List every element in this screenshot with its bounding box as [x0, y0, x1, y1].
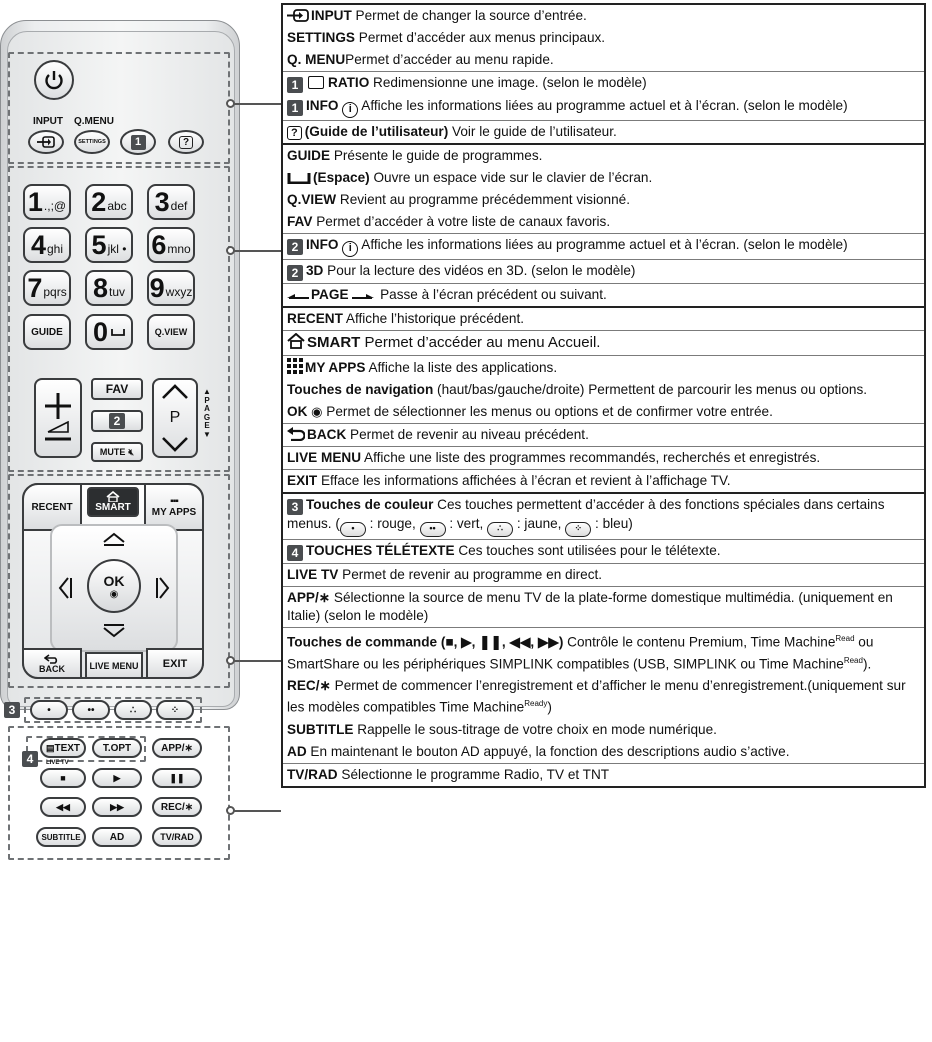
pause-button[interactable] — [152, 768, 202, 788]
exit-button[interactable]: EXIT — [146, 648, 204, 679]
ratio-info-button[interactable] — [120, 129, 156, 155]
row-color-keys: 3 Touches de couleur Ces touches permettent d’accéder à des fonctions spéciales dans certains menus. ( • : rouge, •• : vert, ∴ : jaune, ⁘ : bleu) — [283, 494, 924, 540]
number-key-6[interactable]: 6 mno — [147, 227, 195, 263]
play-icon: ▶ — [113, 772, 121, 783]
row-ok: OK ◉ Permet de sélectionner les menus ou options et de confirmer votre entrée. — [283, 401, 924, 424]
rec-button[interactable]: REC/∗ — [152, 797, 202, 817]
row-rec: REC/∗ Permet de commencer l’enregistrement et d’afficher le menu d’enregistrement.(uniquement sur les modèles compatibles Time Machine$^{Ready}$) — [287, 678, 906, 715]
channel-down-icon — [161, 436, 189, 452]
nav-down-icon[interactable] — [102, 624, 126, 638]
info2-badge: 2 — [109, 413, 125, 429]
qmenu-label: Q.MENU — [74, 116, 114, 127]
stop-icon: ■ — [60, 773, 66, 783]
info-icon: i — [342, 102, 358, 118]
back-button[interactable]: BACK — [22, 648, 82, 679]
number-key-2[interactable]: 2 abc — [85, 184, 133, 220]
row-space: (Espace) Ouvre un espace vide sur le clavier de l’écran. — [283, 167, 924, 189]
row-myapps: MY APPS Affiche la liste des applications. — [283, 356, 924, 379]
volume-down-icon — [43, 433, 73, 445]
row-info2: 2 INFO i Affiche les informations liées au programme actuel et à l’écran. (selon le modèle) — [283, 234, 924, 260]
row-app: APP/∗ Sélectionne la source de menu TV de la plate-forme domestique multimédia. (uniquement en Italie) (selon le modèle) — [283, 587, 924, 628]
pause-icon: ❚❚ — [169, 772, 185, 783]
yellow-color-key[interactable]: ∴ — [114, 700, 152, 720]
blue-color-key[interactable]: ⁘ — [156, 700, 194, 720]
text-icon: ▤ — [45, 742, 55, 753]
rewind-button[interactable] — [40, 797, 86, 817]
row-teletext: 4 TOUCHES TÉLÉTEXTE Ces touches sont utilisées pour le télétexte. — [283, 540, 924, 564]
back-arrow-icon — [287, 427, 305, 441]
row-guide: GUIDE Présente le guide de programmes. — [287, 148, 543, 163]
zero-space-button[interactable]: 0 — [85, 314, 133, 350]
row-user-guide: ? (Guide de l’utilisateur) Voir le guide de l’utilisateur. — [283, 121, 924, 143]
green-key-icon: •• — [420, 522, 446, 537]
number-key-7[interactable]: 7 pqrs — [23, 270, 71, 306]
ratio-badge: 1 — [131, 135, 146, 150]
nav-right-icon[interactable] — [156, 576, 170, 600]
row-page: PAGE Passe à l’écran précédent ou suivant. — [283, 284, 924, 306]
ok-dot-icon: ◉ — [311, 404, 323, 419]
input-button[interactable] — [28, 130, 64, 154]
volume-ramp-icon — [47, 421, 69, 433]
app-button[interactable]: APP/∗ — [152, 738, 202, 758]
mute-button[interactable]: MUTE 🔇︎ — [91, 442, 143, 462]
row-exit: EXIT Efface les informations affichées à l’écran et revient à l’affichage TV. — [287, 473, 731, 488]
power-icon — [43, 69, 65, 91]
number-key-4[interactable]: 4 ghi — [23, 227, 71, 263]
green-color-key[interactable]: •• — [72, 700, 110, 720]
ok-button[interactable]: OK ◉ — [87, 559, 141, 613]
user-guide-icon: ? — [287, 126, 302, 140]
blue-key-icon: ⁘ — [565, 522, 591, 537]
tvrad-button[interactable]: TV/RAD — [152, 827, 202, 847]
info-3d-button[interactable] — [91, 410, 143, 432]
space-icon — [111, 328, 125, 336]
section-number-pad — [283, 145, 924, 308]
badge-3: 3 — [4, 702, 20, 718]
row-recent: RECENT Affiche l’historique précédent. — [283, 308, 924, 331]
page-vertical-label: ▲ P A G E ▼ — [203, 387, 211, 439]
myapps-button[interactable]: ▪▪▪ MY APPS — [144, 483, 204, 531]
number-key-3[interactable]: 3 def — [147, 184, 195, 220]
row-ad: AD En maintenant le bouton AD appuyé, la fonction des descriptions audio s’active. — [283, 741, 924, 764]
yellow-key-icon: ∴ — [487, 522, 513, 537]
row-smart: SMART Permet d’accéder au menu Accueil. — [283, 331, 924, 356]
play-button[interactable] — [92, 768, 142, 788]
red-key-icon: • — [340, 522, 366, 537]
text-button[interactable]: ▤ TEXT — [40, 738, 86, 758]
mute-icon: 🔇︎ — [128, 446, 135, 457]
row-qmenu: Q. MENUPermet d’accéder au menu rapide. — [287, 52, 554, 67]
fastforward-button[interactable] — [92, 797, 142, 817]
control-symbols: (■, ▶, ❚❚, ◀◀, ▶▶) — [437, 634, 564, 650]
input-icon — [287, 9, 309, 22]
row-subtitle: SUBTITLE Rappelle le sous-titrage de votre choix en mode numérique. — [287, 721, 717, 737]
section-top-buttons — [283, 5, 924, 145]
stop-button[interactable] — [40, 768, 86, 788]
row-settings: SETTINGS Permet d’accéder aux menus principaux. — [287, 30, 606, 45]
home-icon — [106, 491, 120, 502]
volume-up-icon — [43, 391, 73, 421]
number-key-1[interactable]: 1 .,;@ — [23, 184, 71, 220]
user-guide-button[interactable] — [168, 130, 204, 154]
section-teletext — [283, 494, 924, 786]
power-button[interactable] — [34, 60, 74, 100]
row-fav: FAV Permet d’accéder à votre liste de canaux favoris. — [283, 211, 924, 234]
page-right-icon — [352, 293, 374, 301]
apps-grid-icon: ▪▪▪ — [170, 496, 178, 507]
livetv-label: LIVE TV — [46, 760, 69, 766]
row-livemenu: LIVE MENU Affiche une liste des programmes recommandés, recherchés et enregistrés. — [283, 447, 924, 470]
section-navigation — [283, 308, 924, 494]
guide-button[interactable]: GUIDE — [23, 314, 71, 350]
number-key-5[interactable]: 5 jkl • — [85, 227, 133, 263]
row-3d: 2 3D Pour la lecture des vidéos en 3D. (selon le modèle) — [283, 260, 924, 284]
fav-button[interactable]: FAV — [91, 378, 143, 400]
settings-button[interactable]: SETTINGS — [74, 130, 110, 154]
row-ratio: 1 RATIO Redimensionne une image. (selon le modèle) — [283, 71, 924, 95]
row-livetv: LIVE TV Permet de revenir au programme en direct. — [283, 564, 924, 587]
user-guide-icon: ? — [179, 136, 193, 149]
apps-grid-icon — [287, 358, 303, 374]
nav-left-icon[interactable] — [58, 576, 72, 600]
info-icon: i — [342, 241, 358, 257]
qview-button[interactable]: Q.VIEW — [147, 314, 195, 350]
channel-rocker[interactable] — [152, 378, 198, 458]
recent-button[interactable]: RECENT — [22, 483, 82, 531]
rewind-icon: ◀◀ — [56, 801, 70, 812]
row-input: INPUT Permet de changer la source d’entrée. — [283, 5, 924, 27]
space-icon — [287, 172, 311, 184]
row-qview: Q.VIEW Revient au programme précédemment visionné. — [287, 192, 631, 207]
volume-rocker[interactable] — [34, 378, 82, 458]
row-back: BACK Permet de revenir au niveau précédent. — [283, 424, 924, 447]
ok-dot-icon: ◉ — [109, 588, 119, 600]
row-tvrad: TV/RAD Sélectionne le programme Radio, TV et TNT — [287, 766, 610, 782]
badge-4: 4 — [22, 751, 38, 767]
row-control-keys: Touches de commande (■, ▶, ❚❚, ◀◀, ▶▶) Contrôle le contenu Premium, Time Machine$^{Read}$ ou SmartShare ou les périphériques SIMPLINK compatibles (USB, SIMPLINK ou Time Machine$^{Read}$). — [287, 634, 874, 672]
row-info1: 1 INFO i Affiche les informations liées au programme actuel et à l’écran. (selon le modèle) — [283, 95, 924, 121]
ad-button[interactable]: AD — [92, 827, 142, 847]
number-key-8[interactable]: 8 tuv — [85, 270, 133, 306]
number-key-9[interactable]: 9 wxyz — [147, 270, 195, 306]
row-navigation-keys: Touches de navigation (haut/bas/gauche/droite) Permettent de parcourir les menus ou options. — [287, 382, 868, 397]
subtitle-button[interactable]: SUBTITLE — [36, 827, 86, 847]
nav-up-icon[interactable] — [102, 532, 126, 546]
home-icon — [287, 333, 305, 349]
ratio-icon — [308, 76, 324, 89]
page-left-icon — [287, 293, 309, 301]
channel-up-icon — [161, 384, 189, 400]
livemenu-button[interactable]: LIVE MENU — [85, 652, 143, 679]
input-icon — [36, 136, 56, 148]
red-color-key[interactable]: • — [30, 700, 68, 720]
description-panel — [281, 3, 926, 788]
smart-button[interactable]: SMART — [87, 487, 139, 517]
input-label: INPUT — [33, 116, 63, 127]
channel-p-label: P — [169, 409, 181, 426]
fastforward-icon: ▶▶ — [110, 801, 124, 812]
back-arrow-icon — [44, 654, 60, 664]
topt-button[interactable]: T.OPT — [92, 738, 142, 758]
